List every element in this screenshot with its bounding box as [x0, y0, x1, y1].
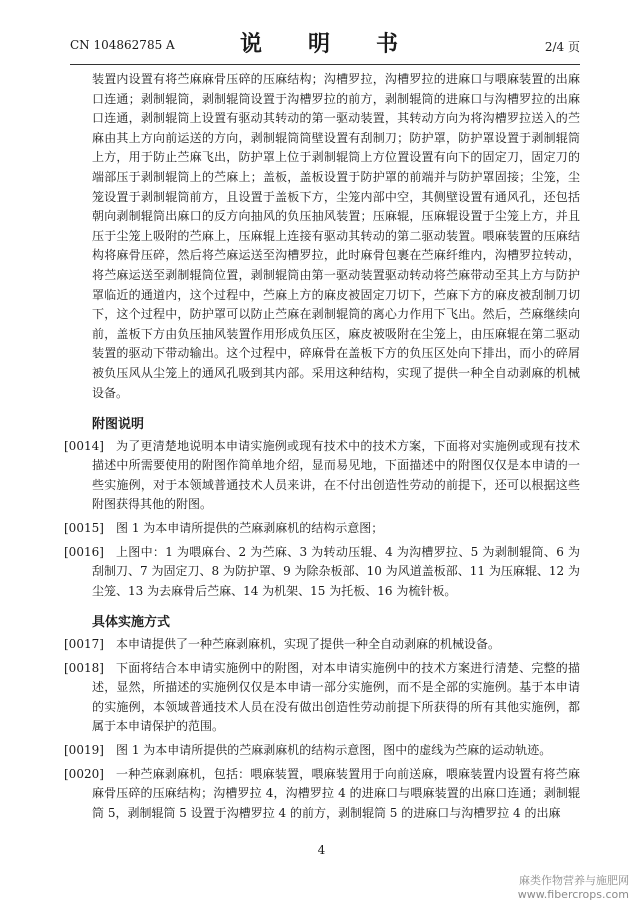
section-title: 附图说明 [92, 417, 145, 433]
paragraph-text: 为了更清楚地说明本申请实施例或现有技术中的技术方案，下面将对实施例或现有技术描述中所需要使用的附图作简单地介绍，显而易见地，下面描述中的附图仅仅是本申请的一些实施例，对于本领域普通技术人员来讲，在不付出创造性劳动的前提下，还可以根据这些附图获得其他的附图。 [92, 438, 580, 512]
intro-paragraph: 装置内设置有将苎麻麻骨压碎的压麻结构；沟槽罗拉，沟槽罗拉的进麻口与喂麻装置的出麻口连通；剥制辊筒，剥制辊筒设置于沟槽罗拉的前方，剥制辊筒的进麻口与沟槽罗拉的出麻口连通，剥制辊筒上设置有驱动其转动的第一驱动装置，其转动方向为将沟槽罗拉送入的苎麻由其上方向前运送的方向，剥制辊筒筒壁设置有刮制刀；防护罩，防护罩设置于剥制辊筒上方，用于防止苎麻飞出，防护罩上位于剥制辊筒上方位置设置有向下的固定刀，固定刀的端部压于剥制辊筒上的苎麻上；盖板，盖板设置于防护罩的前端并与防护罩固接；尘笼，尘笼设置于剥制辊筒前方，且设置于盖板下方，尘笼内部中空，其侧壁设置有通风孔，还包括朝向剥制辊筒出麻口的反方向抽风的负压抽风装置；压麻辊，压麻辊设置于尘笼上方，并且压于尘笼上吸附的苎麻上，压麻辊上连接有驱动其转动的第二驱动装置。喂麻装置的压麻结构将麻骨压碎，然后将苎麻运送至沟槽罗拉，此时麻骨包裹在苎麻纤维内，沟槽罗拉转动，将苎麻运送至剥制辊筒位置，剥制辊筒由第一驱动装置驱动转动将苎麻带动至其上方与防护罩临近的通道内，这个过程中，苎麻上方的麻皮被固定刀切下，苎麻下方的麻皮被刮制刀切下，这个过程中，防护罩可以防止苎麻在剥制辊筒的离心力作用下飞出。然后，苎麻继续向前，盖板下方由负压抽风装置作用形成负压区，麻皮被吸附在尘笼上，由压麻辊在第二驱动装置的驱动下带动输出。这个过程中，碎麻骨在盖板下方的负压区处向下排出，而小的碎屑被负压风从尘笼上的通风孔吸到其内部。采用这种结构，实现了提供一种全自动剥麻的机械设备。 [92, 72, 580, 400]
paragraph-number: [0020] [64, 766, 104, 781]
watermark-site-name: 麻类作物营养与施肥网 [519, 874, 629, 887]
paragraph-number: [0017] [64, 637, 104, 652]
numbered-paragraph [64, 741, 580, 761]
paragraph-number: [0019] [64, 743, 104, 757]
watermark-url: www.fibercrops.com [517, 888, 629, 901]
paragraph-number: [0014] [64, 438, 104, 453]
section-title: 具体实施方式 [92, 615, 171, 631]
paragraph-number: [0016] [64, 544, 104, 559]
numbered-paragraph [64, 635, 580, 655]
document-body [64, 70, 580, 827]
section-drawings [64, 415, 580, 601]
page-number: 4 [317, 843, 326, 857]
numbered-paragraph [64, 437, 580, 515]
paragraph-text: 下面将结合本申请实施例中的附图，对本申请实施例中的技术方案进行清楚、完整的描述，显然，所描述的实施例仅仅是本申请一部分实施例，而不是全部的实施例。基于本申请的实施例，本领域普通技术人员在没有做出创造性劳动前提下所获得的所有其他实施例，都属于本申请保护的范围。 [92, 660, 580, 734]
page-header [70, 20, 580, 65]
paragraph-text: 本申请提供了一种苎麻剥麻机，实现了提供一种全自动剥麻的机械设备。 [116, 637, 501, 652]
numbered-paragraph [64, 543, 580, 602]
paragraph-text: 图 1 为本申请所提供的苎麻剥麻机的结构示意图，图中的虚线为苎麻的运动轨迹。 [116, 743, 552, 757]
numbered-paragraph [64, 519, 580, 539]
paragraph-number: [0018] [64, 660, 104, 675]
site-watermark [518, 874, 629, 902]
page-indicator: 2/4 页 [544, 40, 580, 54]
section-embodiments [64, 613, 580, 823]
numbered-paragraph [64, 765, 580, 824]
paragraph-text: 一种苎麻剥麻机，包括：喂麻装置，喂麻装置用于向前送麻，喂麻装置内设置有将苎麻麻骨压碎的压麻结构；沟槽罗拉 4，沟槽罗拉 4 的进麻口与喂麻装置的出麻口连通；剥制辊筒 5，剥制辊筒 5 设置于沟槽罗拉 4 的前方，剥制辊筒 5 的进麻口与沟槽罗拉 4 的出麻 [92, 766, 580, 820]
document-title: 说 明 书 [239, 31, 410, 57]
paragraph-text: 图 1 为本申请所提供的苎麻剥麻机的结构示意图； [116, 521, 384, 536]
paragraph-text: 上图中：1 为喂麻台、2 为苎麻、3 为转动压辊、4 为沟槽罗拉、5 为剥制辊筒、6 为刮制刀、7 为固定刀、8 为防护罩、9 为除杂板部、10 为风道盖板部、11 为压麻辊、12 为尘笼、13 为去麻骨后苎麻、14 为机架、15 为托板、16 为梳针板。 [92, 544, 580, 598]
paragraph-number: [0015] [64, 521, 104, 536]
document-number: CN 104862785 A [70, 38, 175, 52]
numbered-paragraph [64, 659, 580, 737]
